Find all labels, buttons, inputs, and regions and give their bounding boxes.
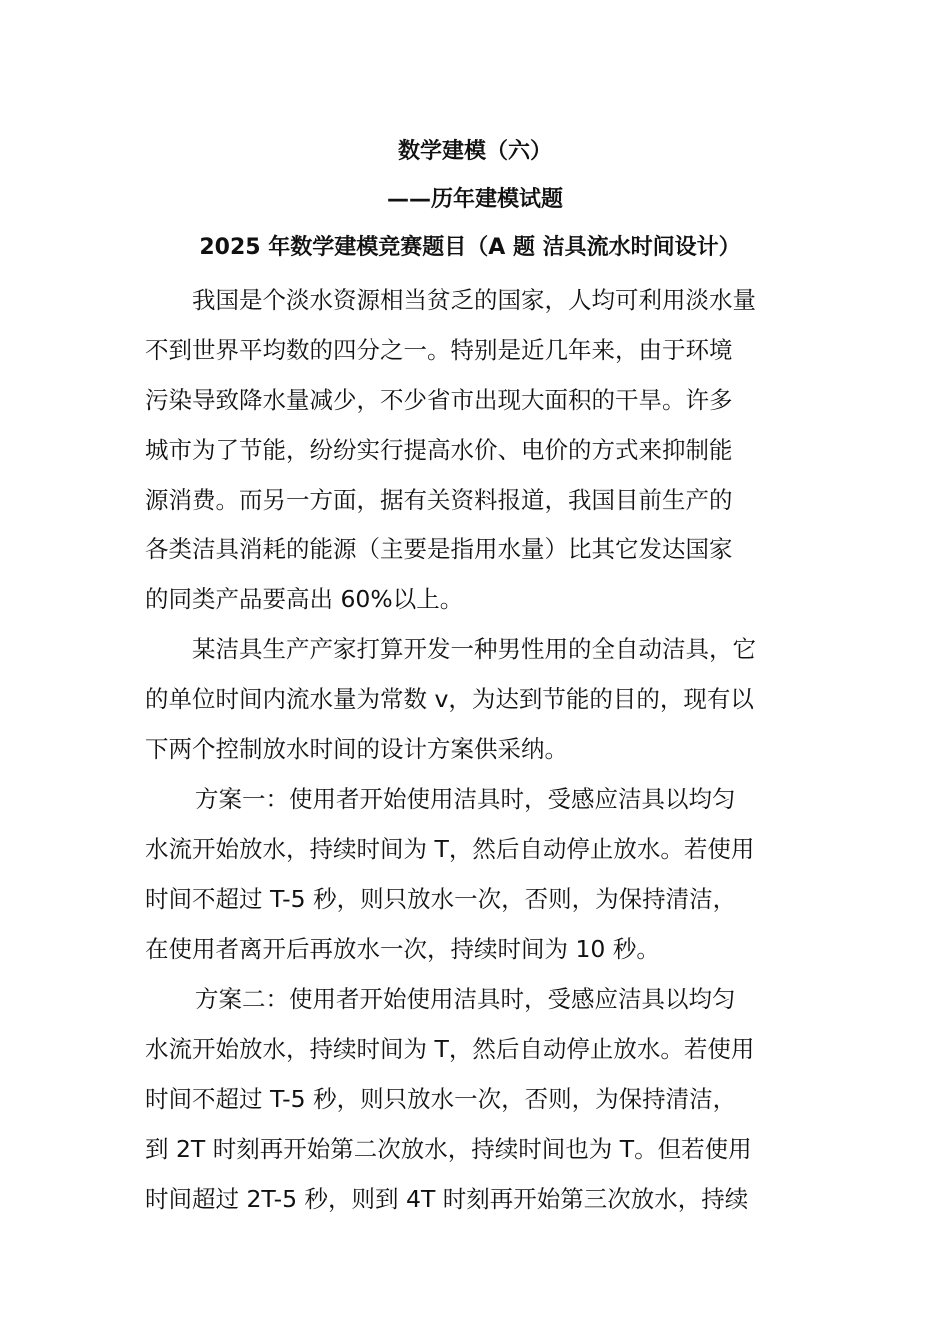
document-title: 数学建模（六） xyxy=(397,139,552,164)
paragraph-line: 城市为了节能，纷纷实行提高水价、电价的方式来抑制能 xyxy=(145,435,733,464)
paragraph-line: 在使用者离开后再放水一次，持续时间为 10 秒。 xyxy=(145,934,660,963)
paragraph-line: 到 2T 时刻再开始第二次放水，持续时间也为 T。但若使用 xyxy=(145,1134,752,1163)
paragraph-line: 源消费。而另一方面，据有关资料报道，我国目前生产的 xyxy=(145,485,733,514)
paragraph-line: 方案一：使用者开始使用洁具时，受感应洁具以均匀 xyxy=(195,785,736,813)
paragraph-line: 某洁具生产产家打算开发一种男性用的全自动洁具，它 xyxy=(192,635,756,663)
paragraph-line: 下两个控制放水时间的设计方案供采纳。 xyxy=(145,734,568,763)
paragraph-line: 的同类产品要高出 60%以上。 xyxy=(145,585,464,614)
paragraph-line: 水流开始放水，持续时间为 T，然后自动停止放水。若使用 xyxy=(145,834,755,863)
paragraph-line: 各类洁具消耗的能源（主要是指用水量）比其它发达国家 xyxy=(145,535,733,564)
paragraph-plan-one xyxy=(145,775,815,975)
paragraph-line: 的单位时间内流水量为常数 v，为达到节能的目的，现有以 xyxy=(145,684,754,713)
paragraph-line: 方案二：使用者开始使用洁具时，受感应洁具以均匀 xyxy=(195,985,736,1013)
paragraph-product xyxy=(145,625,815,775)
paragraph-intro xyxy=(145,276,815,625)
paragraph-line: 水流开始放水，持续时间为 T，然后自动停止放水。若使用 xyxy=(145,1034,755,1063)
document-subtitle: ——历年建模试题 xyxy=(386,187,563,212)
paragraph-line: 污染导致降水量减少，不少省市出现大面积的干旱。许多 xyxy=(145,385,733,414)
paragraph-line: 时间不超过 T-5 秒，则只放水一次，否则，为保持清洁， xyxy=(145,1084,737,1113)
paragraph-line: 时间超过 2T-5 秒，则到 4T 时刻再开始第三次放水，持续 xyxy=(145,1184,749,1213)
problem-title: 2025 年数学建模竞赛题目（A 题 洁具流水时间设计） xyxy=(199,235,741,260)
paragraph-line: 我国是个淡水资源相当贫乏的国家，人均可利用淡水量 xyxy=(192,286,756,314)
paragraph-line: 不到世界平均数的四分之一。特别是近几年来，由于环境 xyxy=(145,335,733,364)
paragraph-line: 时间不超过 T-5 秒，则只放水一次，否则，为保持清洁， xyxy=(145,884,737,913)
paragraph-plan-two xyxy=(145,975,815,1224)
